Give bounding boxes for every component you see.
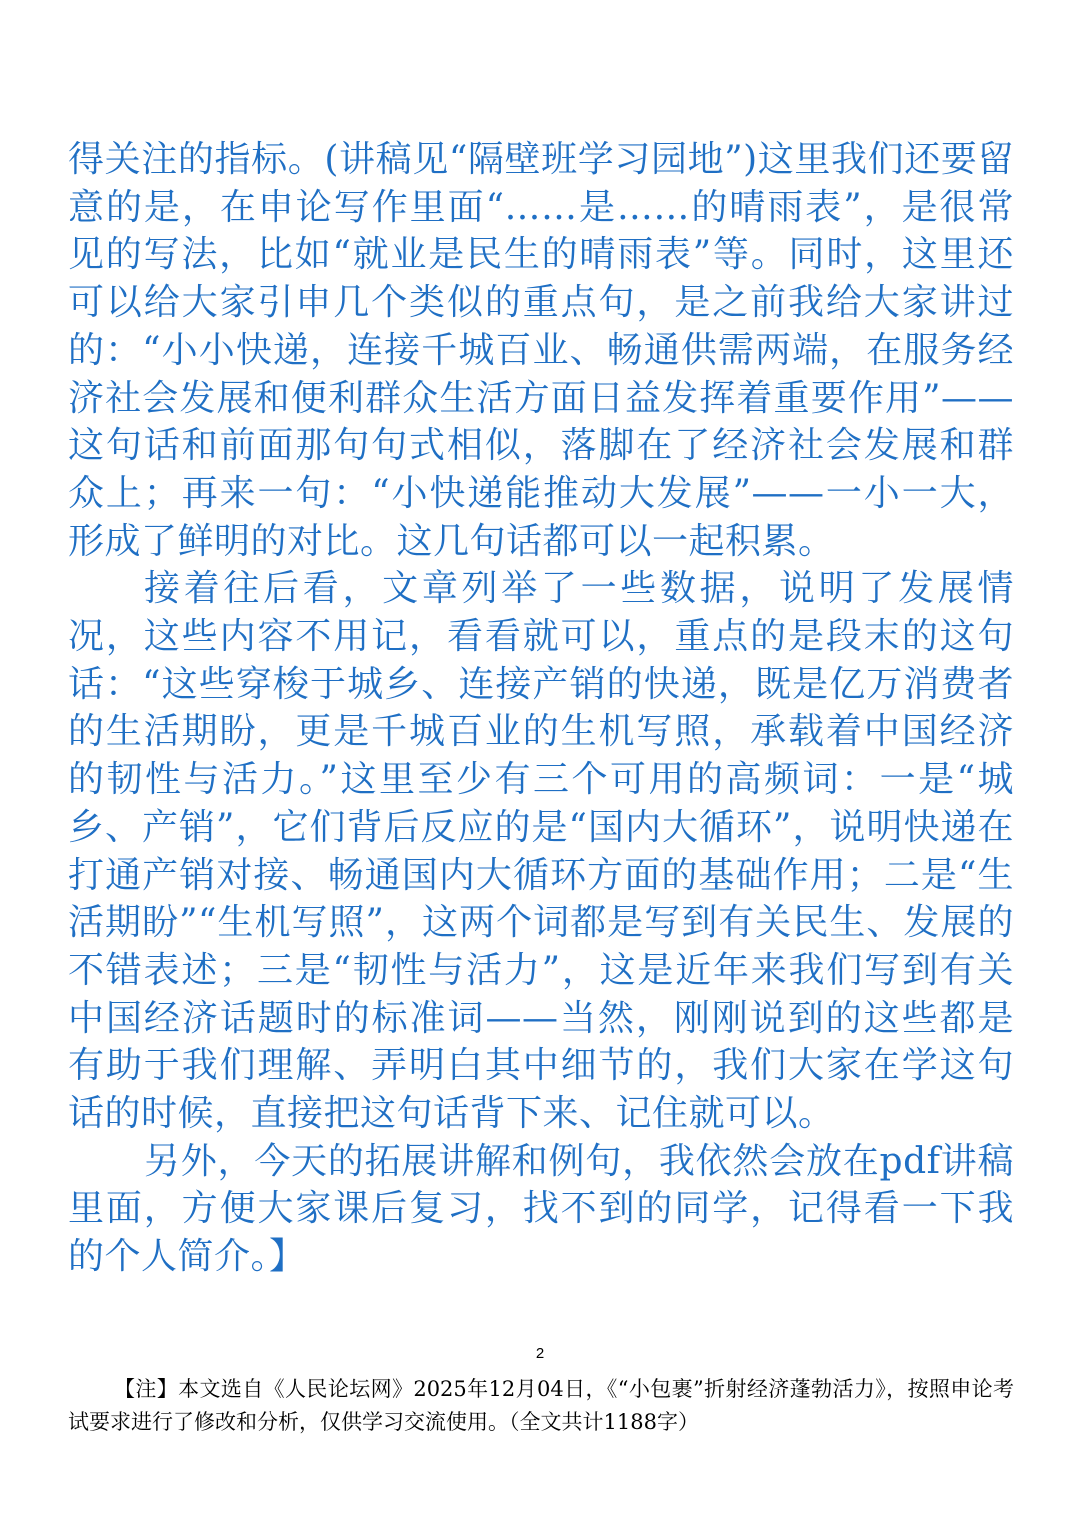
article-body	[68, 136, 1014, 1281]
paragraph-closing: 另外，今天的拓展讲解和例句，我依然会放在pdf讲稿里面，方便大家课后复习，找不到的同学，记得看一下我的个人简介。】	[68, 1140, 1014, 1278]
source-note: 【注】本文选自《人民论坛网》2025年12月04日，《“小包裹”折射经济蓬勃活力》，按照申论考试要求进行了修改和分析，仅供学习交流使用。（全文共计1188字）	[68, 1377, 1014, 1434]
paragraph-continued: 得关注的指标。(讲稿见“隔壁班学习园地”)这里我们还要留意的是，在申论写作里面“……是……的晴雨表”，是很常见的写法，比如“就业是民生的晴雨表”等。同时，这里还可以给大家引申几个类似的重点句，是之前我给大家讲过的：“小小快递，连接千城百业、畅通供需两端，在服务经济社会发展和便利群众生活方面日益发挥着重要作用”——这句话和前面那句句式相似，落脚在了经济社会发展和群众上；再来一句：“小快递能推动大发展”——一小一大，形成了鲜明的对比。这几句话都可以一起积累。	[68, 139, 1014, 562]
paragraph-analysis: 接着往后看，文章列举了一些数据，说明了发展情况，这些内容不用记，看看就可以，重点的是段末的这句话：“这些穿梭于城乡、连接产销的快递，既是亿万消费者的生活期盼，更是千城百业的生机写照，承载着中国经济的韧性与活力。”这里至少有三个可用的高频词：一是“城乡、产销”，它们背后反应的是“国内大循环”，说明快递在打通产销对接、畅通国内大循环方面的基础作用；二是“生活期盼”“生机写照”，这两个词都是写到有关民生、发展的不错表述；三是“韧性与活力”，这是近年来我们写到有关中国经济话题时的标准词——当然，刚刚说到的这些都是有助于我们理解、弄明白其中细节的，我们大家在学这句话的时候，直接把这句话背下来、记住就可以。	[68, 568, 1014, 1135]
page-number: 2	[535, 1345, 545, 1362]
